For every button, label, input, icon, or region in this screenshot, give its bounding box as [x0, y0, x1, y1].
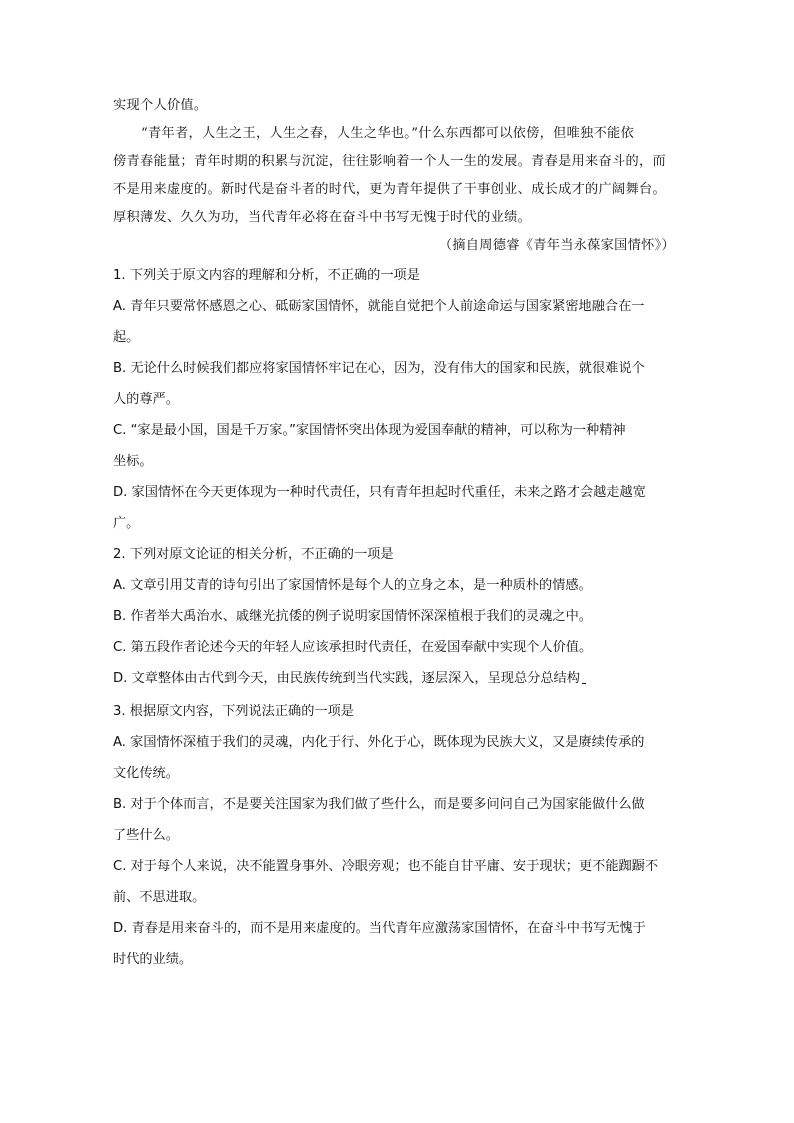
option-d-line2: 广。 — [113, 516, 140, 531]
question-stem: 2. 下列对原文论证的相关分析，不正确的一项是 — [113, 547, 394, 562]
option-b-line1: B. 无论什么时候我们都应将家国情怀牢记在心，因为，没有伟大的国家和民族，就很难说个 — [113, 361, 645, 376]
question-1 — [113, 260, 681, 539]
passage-excerpt — [113, 98, 681, 254]
option-d-line2: 时代的业绩。 — [113, 952, 193, 967]
question-2 — [113, 539, 681, 694]
question-3 — [113, 696, 681, 975]
option-d — [113, 663, 681, 694]
option-a: A. 文章引用艾青的诗句引出了家国情怀是每个人的立身之本，是一种质朴的情感。 — [113, 578, 592, 593]
passage-line: 厚积薄发、久久为功，当代青年必将在奋斗中书写无愧于时代的业绩。 — [113, 210, 532, 225]
document-page — [113, 98, 681, 975]
passage-line: 不是用来虚度的。新时代是奋斗者的时代，更为青年提供了干事创业、成长成才的广阔舞台。 — [113, 182, 666, 197]
option-b-line2: 人的尊严。 — [113, 392, 179, 407]
passage-line: 傍青春能量；青年时期的积累与沉淀，往往影响着一个人一生的发展。青春是用来奋斗的，而 — [113, 154, 666, 169]
option-a-line1: A. 青年只要常怀感恩之心、砥砺家国情怀，就能自觉把个人前途命运与国家紧密地融合在一 — [113, 299, 645, 314]
question-stem: 3. 根据原文内容，下列说法正确的一项是 — [113, 704, 354, 719]
option-a-line1: A. 家国情怀深植于我们的灵魂，内化于行、外化于心，既体现为民族大义，又是赓续传承的 — [113, 735, 645, 750]
question-stem: 1. 下列关于原文内容的理解和分析，不正确的一项是 — [113, 268, 420, 283]
option-a-line2: 起。 — [113, 330, 140, 345]
option-d-line1: D. 青春是用来奋斗的，而不是用来虚度的。当代青年应激荡家国情怀，在奋斗中书写无愧于 — [113, 921, 646, 936]
option-c-line1: C. “家是最小国，国是千万家。”家国情怀突出体现为爱国奉献的精神，可以称为一种精神 — [113, 423, 626, 438]
option-a-line2: 文化传统。 — [113, 766, 179, 781]
option-b-line1: B. 对于个体而言，不是要关注国家为我们做了些什么，而是要多问问自己为国家能做什么做 — [113, 797, 645, 812]
option-b-line2: 了些什么。 — [113, 828, 179, 843]
option-b: B. 作者举大禹治水、戚继光抗倭的例子说明家国情怀深深植根于我们的灵魂之中。 — [113, 609, 592, 624]
option-c-line1: C. 对于每个人来说，决不能置身事外、冷眼旁观；也不能自甘平庸、安于现状；更不能踟蹰不 — [113, 859, 659, 874]
option-d-text: D. 文章整体由古代到今天，由民族传统到当代实践，逐层深入，呈现总分总结构 — [113, 671, 580, 686]
option-c-line2: 坐标。 — [113, 454, 153, 469]
option-c: C. 第五段作者论述今天的年轻人应该承担时代责任，在爱国奉献中实现个人价值。 — [113, 640, 593, 655]
option-c-line2: 前、不思进取。 — [113, 890, 206, 905]
underline-mark — [582, 679, 586, 684]
passage-source: （摘自周德睿《青年当永葆家国情怀》） — [438, 238, 675, 253]
passage-line: 实现个人价值。 — [113, 98, 208, 113]
passage-line: “青年者，人生之王，人生之春，人生之华也。”什么东西都可以依傍，但唯独不能依 — [141, 126, 635, 141]
option-d-line1: D. 家国情怀在今天更体现为一种时代责任，只有青年担起时代重任，未来之路才会越走越宽 — [113, 485, 646, 500]
